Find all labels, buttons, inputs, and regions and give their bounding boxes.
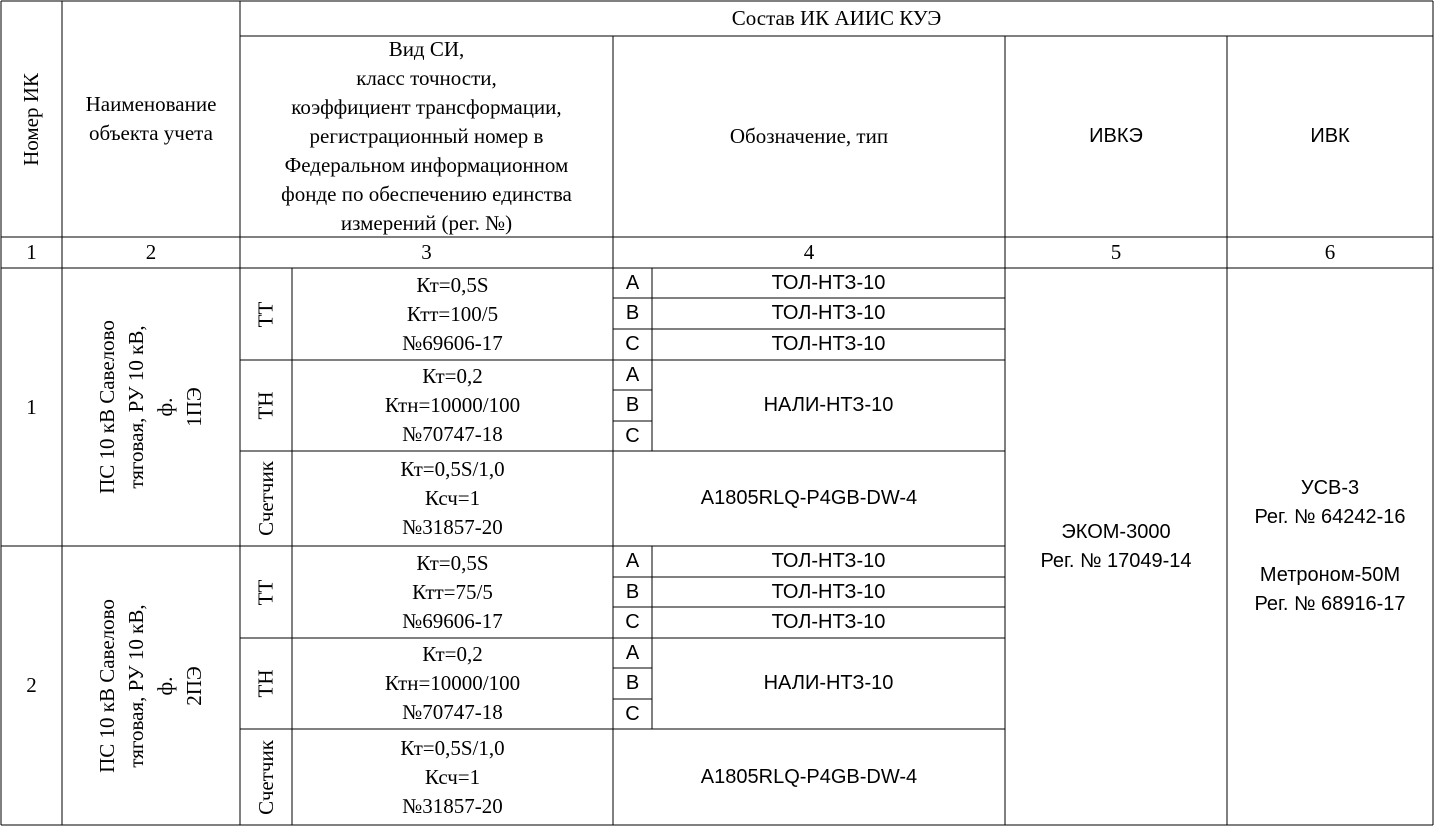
column-number: 4 xyxy=(803,240,815,264)
ivk-cell: УСВ-3 Рег. № 64242-16 Метроном-50М Рег. № 68916-17 xyxy=(1254,477,1406,615)
tn-kind-cell xyxy=(240,360,292,451)
phase-label: A xyxy=(625,363,640,386)
meter-kind: Счетчик xyxy=(253,739,278,815)
meter-type: A1805RLQ-P4GB-DW-4 xyxy=(700,487,918,509)
tt-type: ТОЛ-НТЗ-10 xyxy=(771,333,886,355)
tn-kind: ТН xyxy=(253,391,278,420)
header-type: Обозначение, тип xyxy=(729,124,889,148)
tn-type: НАЛИ-НТЗ-10 xyxy=(763,672,894,694)
tt-spec: Кт=0,5S Ктт=100/5 №69606-17 xyxy=(402,272,503,355)
column-number: 2 xyxy=(145,240,157,264)
tn-spec: Кт=0,2 Ктн=10000/100 №70747-18 xyxy=(384,642,521,724)
header-number: Номер ИК xyxy=(19,72,43,166)
header-ivk: ИВК xyxy=(1310,125,1350,147)
column-number: 1 xyxy=(26,240,37,264)
channel-number: 2 xyxy=(26,673,37,697)
meter-kind-cell xyxy=(240,729,292,825)
tt-type: ТОЛ-НТЗ-10 xyxy=(771,611,886,633)
phase-label: A xyxy=(625,641,640,664)
phase-label: C xyxy=(625,702,640,725)
tt-kind: ТТ xyxy=(253,579,278,605)
channel-object-cell xyxy=(62,546,240,825)
meter-type: A1805RLQ-P4GB-DW-4 xyxy=(700,765,918,788)
phase-label: B xyxy=(625,672,640,694)
phase-label: C xyxy=(625,424,640,447)
tt-spec: Кт=0,5S Ктт=75/5 №69606-17 xyxy=(402,550,503,633)
tn-spec: Кт=0,2 Ктн=10000/100 №70747-18 xyxy=(384,364,521,446)
phase-label: B xyxy=(625,302,640,324)
tt-kind-cell xyxy=(240,546,292,638)
header-composition: Состав ИК АИИС КУЭ xyxy=(731,6,942,30)
channel-object: ПС 10 кВ Савелово тяговая, РУ 10 кВ, ф. 2ПЭ xyxy=(95,598,206,773)
phase-label: B xyxy=(625,580,640,603)
column-number: 6 xyxy=(1324,240,1336,264)
column-number: 5 xyxy=(1110,240,1122,264)
tt-type: ТОЛ-НТЗ-10 xyxy=(771,580,886,603)
tn-kind: ТН xyxy=(253,669,278,698)
header-ivke: ИВКЭ xyxy=(1089,125,1143,147)
tt-type: ТОЛ-НТЗ-10 xyxy=(771,302,886,324)
channel-object-cell xyxy=(62,268,240,546)
tt-kind: ТТ xyxy=(253,301,278,327)
phase-label: A xyxy=(625,550,640,572)
tn-type: НАЛИ-НТЗ-10 xyxy=(763,394,894,416)
tt-type: ТОЛ-НТЗ-10 xyxy=(771,550,886,572)
tt-type: ТОЛ-НТЗ-10 xyxy=(771,271,886,294)
meter-kind: Счетчик xyxy=(253,461,278,536)
header-si-kind: Вид СИ, класс точности, коэффициент трансформации, регистрационный номер в Федеральном информационном фонде по обеспечению единства измерений (рег. №) xyxy=(281,37,572,235)
phase-label: C xyxy=(625,333,640,355)
header-number-cell xyxy=(1,1,62,237)
phase-label: A xyxy=(625,271,640,294)
channel-number: 1 xyxy=(26,394,37,419)
tn-kind-cell xyxy=(240,638,292,729)
meter-spec: Кт=0,5S/1,0 Ксч=1 №31857-20 xyxy=(400,735,505,818)
column-number: 3 xyxy=(421,240,432,264)
phase-label: C xyxy=(625,611,640,633)
channel-object: ПС 10 кВ Савелово тяговая, РУ 10 кВ, ф. 1ПЭ xyxy=(95,320,206,494)
ivke-cell: ЭКОМ-3000 Рег. № 17049-14 xyxy=(1040,520,1192,572)
header-object: Наименование объекта учета xyxy=(85,92,217,145)
tt-kind-cell xyxy=(240,268,292,360)
phase-label: B xyxy=(625,394,640,416)
meter-kind-cell xyxy=(240,451,292,546)
meter-spec: Кт=0,5S/1,0 Ксч=1 №31857-20 xyxy=(400,457,505,539)
